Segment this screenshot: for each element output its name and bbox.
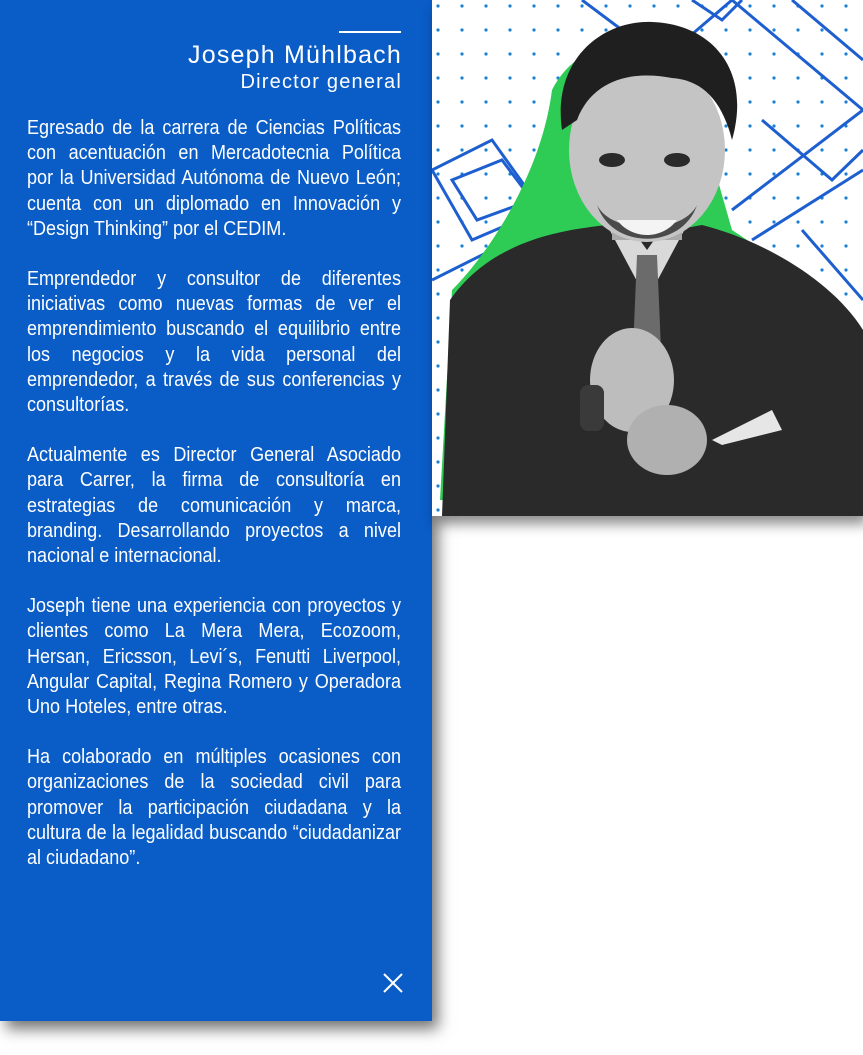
name-divider — [339, 31, 401, 33]
profile-photo — [432, 0, 863, 516]
bio-paragraph: Egresado de la carrera de Ciencias Políticas con acentuación en Mercadotecnia Política por la Universidad Autónoma de Nuevo León; cuenta con un diplomado en Innovación y “Design Thinking” por el CEDIM. — [27, 116, 401, 240]
bio-text — [27, 115, 401, 895]
bio-paragraph: Emprendedor y consultor de diferentes iniciativas como nuevas formas de ver el emprendimiento buscando el equilibrio entre los negocios y la vida personal del emprendedor, a través de sus conferencias y consultorías. — [27, 267, 401, 417]
portrait-illustration — [432, 0, 863, 516]
profile-panel — [0, 0, 432, 1021]
profile-name: Joseph Mühlbach — [188, 41, 402, 69]
close-button[interactable] — [382, 972, 404, 994]
bio-paragraph: Joseph tiene una experiencia con proyectos y clientes como La Mera Mera, Ecozoom, Hersan, Ericsson, Levi´s, Fenutti Liverpool, Angular Capital, Regina Romero y Operadora Uno Hoteles, entre otras. — [27, 594, 401, 719]
bio-paragraph: Ha colaborado en múltiples ocasiones con organizaciones de la sociedad civil para promover la participación ciudadana y la cultura de la legalidad buscando “ciudadanizar al ciudadano”. — [27, 745, 401, 870]
bio-paragraph: Actualmente es Director General Asociado para Carrer, la firma de consultoría en estrategias de comunicación y marca, branding. Desarrollando proyectos a nivel nacional e internacional. — [27, 443, 401, 568]
close-icon — [382, 972, 404, 994]
profile-role: Director general — [240, 71, 402, 93]
